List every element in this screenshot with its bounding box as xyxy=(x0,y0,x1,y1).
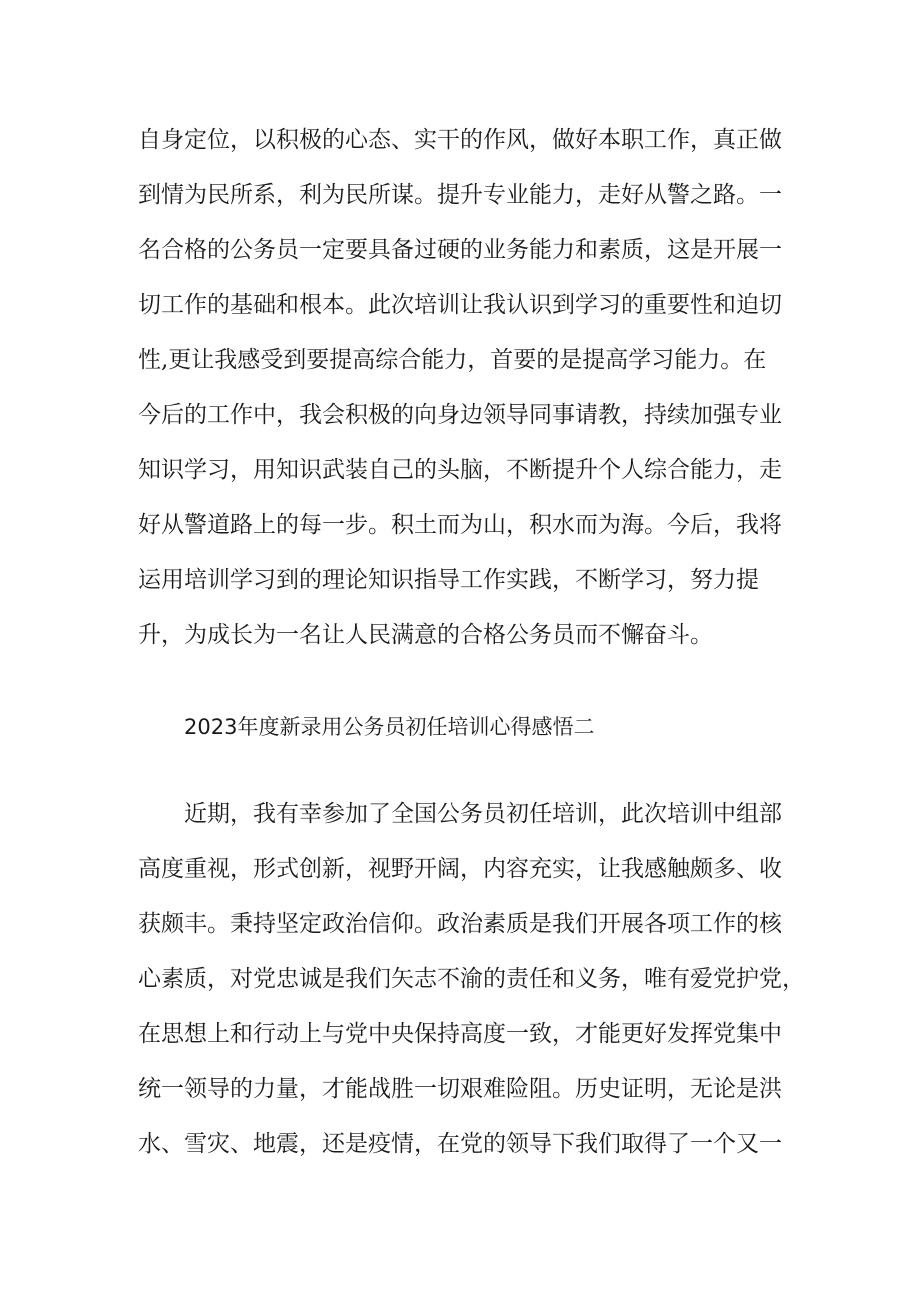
paragraph2-line-2: 高度重视，形式创新，视野开阔，内容充实，让我感触颇多、收 xyxy=(138,856,782,882)
paragraph1-line-10: 升，为成长为一名让人民满意的合格公务员而不懈奋斗。 xyxy=(138,622,713,648)
paragraph1-line-8: 好从警道路上的每一步。积土而为山，积水而为海。今后，我将 xyxy=(138,512,782,538)
paragraph2-line-4: 心素质，对党忠诚是我们矢志不渝的责任和义务，唯有爱党护党， xyxy=(138,966,805,992)
paragraph1-line-6: 今后的工作中，我会积极的向身边领导同事请教，持续加强专业 xyxy=(138,402,782,428)
paragraph1-line-1: 自身定位，以积极的心态、实干的作风，做好本职工作，真正做 xyxy=(138,127,782,153)
paragraph1-line-3: 名合格的公务员一定要具备过硬的业务能力和素质，这是开展一 xyxy=(138,237,782,263)
paragraph1-line-7: 知识学习，用知识武装自己的头脑，不断提升个人综合能力，走 xyxy=(138,457,782,483)
section-title: 2023年度新录用公务员初任培训心得感悟二 xyxy=(184,715,595,739)
paragraph1-line-5: 性,更让我感受到要提高综合能力，首要的是提高学习能力。在 xyxy=(138,347,767,373)
paragraph1-line-2: 到情为民所系，利为民所谋。提升专业能力，走好从警之路。一 xyxy=(138,182,782,208)
paragraph1-line-9: 运用培训学习到的理论知识指导工作实践，不断学习，努力提 xyxy=(138,567,759,593)
paragraph2-line-7: 水、雪灾、地震，还是疫情，在党的领导下我们取得了一个又一 xyxy=(138,1131,782,1157)
paragraph2-line-1: 近期，我有幸参加了全国公务员初任培训，此次培训中组部 xyxy=(184,801,782,827)
paragraph2-line-3: 获颇丰。秉持坚定政治信仰。政治素质是我们开展各项工作的核 xyxy=(138,911,782,937)
paragraph2-line-5: 在思想上和行动上与党中央保持高度一致，才能更好发挥党集中 xyxy=(138,1021,782,1047)
paragraph2-line-6: 统一领导的力量，才能战胜一切艰难险阻。历史证明，无论是洪 xyxy=(138,1076,782,1102)
paragraph1-line-4: 切工作的基础和根本。此次培训让我认识到学习的重要性和迫切 xyxy=(138,292,782,318)
